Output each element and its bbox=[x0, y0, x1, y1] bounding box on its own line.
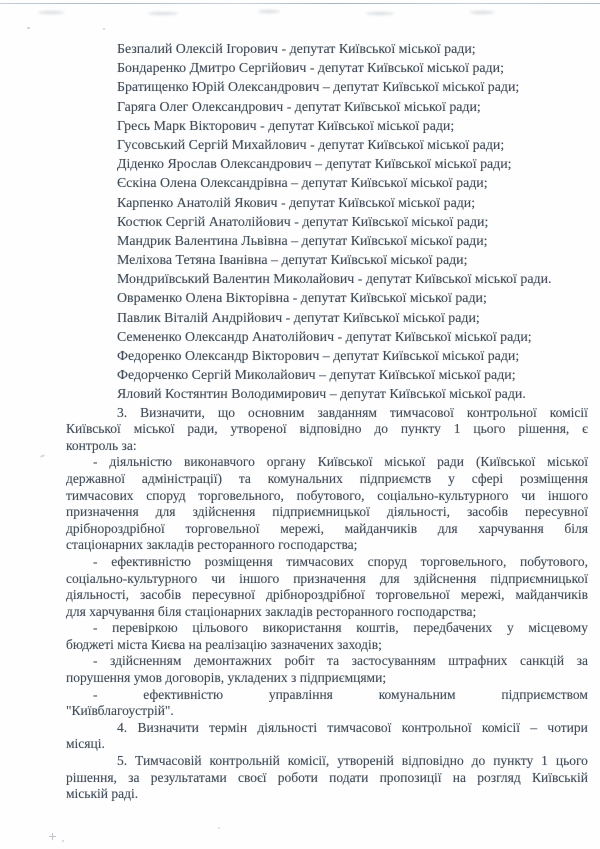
paragraph-line: 3. Визначити, що основним завданням тимчасової контрольної комісії bbox=[117, 404, 588, 420]
deputy-line: Гресь Марк Вікторович - депутат Київської міської ради; bbox=[117, 118, 455, 134]
paragraph bbox=[66, 405, 588, 455]
paragraph-line: Київської міської ради, утвореної відповідно до пункту 1 цього рішення, є bbox=[66, 421, 588, 437]
paragraph-line: для харчування біля стаціонарних закладів ресторанного господарства; bbox=[66, 603, 477, 619]
scan-speckle bbox=[103, 28, 105, 30]
deputy-line: Гусовський Сергій Михайлович - депутат Київської міської ради; bbox=[117, 137, 505, 153]
deputies-list bbox=[66, 40, 588, 405]
paragraph bbox=[66, 753, 588, 803]
deputy-line: Павлик Віталій Андрійович - депутат Київської міської ради; bbox=[117, 310, 480, 326]
scan-cross-mark bbox=[52, 833, 53, 840]
paragraph bbox=[66, 554, 588, 620]
paragraph-line: рішення, за результатами своєї роботи подати пропозиції на розгляд Київській bbox=[66, 769, 588, 785]
deputy-line: Яловий Костянтин Володимирович – депутат Київської міської ради. bbox=[117, 387, 526, 403]
paragraph bbox=[66, 720, 588, 753]
scan-edge-line bbox=[0, 3, 600, 4]
paragraph-line: державної адміністрації) та комунальних підприємств у сфері розміщення bbox=[66, 470, 588, 486]
scan-smudge bbox=[148, 12, 178, 15]
deputy-line: Костюк Сергій Анатолійович - депутат Київської міської ради; bbox=[117, 214, 489, 230]
deputy-line: Діденко Ярослав Олександрович – депутат Київської міської ради; bbox=[117, 157, 512, 173]
scan-speckle bbox=[40, 454, 45, 458]
paragraph-line: - здійсненням демонтажних робіт та застосуванням штрафних санкцій за bbox=[93, 653, 588, 669]
paragraph-line: міській раді. bbox=[66, 786, 139, 802]
paragraph-line: стаціонарних закладів ресторанного господарства; bbox=[66, 537, 358, 553]
scan-speckle bbox=[218, 827, 220, 829]
deputy-line: Єскіна Олена Олександрівна – депутат Київської міської ради; bbox=[117, 176, 488, 192]
deputy-line: Овраменко Олена Вікторівна - депутат Київської міської ради; bbox=[117, 291, 487, 307]
deputy-line: Карпенко Анатолій Якович - депутат Київської міської ради; bbox=[117, 195, 476, 211]
paragraph-line: призначення для здійснення підприємницької діяльності, засобів пересувної bbox=[66, 504, 588, 520]
paragraph bbox=[66, 620, 588, 653]
paragraph-line: - перевіркою цільового використання коштів, передбачених у місцевому bbox=[93, 620, 588, 636]
deputy-line: Братищенко Юрій Олександрович – депутат Київської міської ради; bbox=[117, 80, 520, 96]
paragraph-line: місяці. bbox=[66, 736, 105, 752]
paragraph bbox=[66, 687, 588, 720]
paragraph-line: 4. Визначити термін діяльності тимчасової контрольної комісії – чотири bbox=[117, 719, 588, 735]
paragraph-line: порушення умов договорів, укладених з підприємцями; bbox=[66, 670, 387, 686]
paragraph-line: 5. Тимчасовій контрольній комісії, утвореній відповідно до пункту 1 цього bbox=[117, 753, 588, 769]
scan-smudge bbox=[258, 10, 280, 13]
paragraph-line: тимчасових споруд торговельного, побутового, соціально-культурного чи іншого bbox=[66, 487, 588, 503]
paragraph-line: контроль за: bbox=[66, 437, 137, 453]
scan-speckle bbox=[62, 840, 64, 842]
resolution-paragraphs bbox=[66, 405, 588, 803]
paragraph bbox=[66, 454, 588, 554]
paragraph-line: - ефективністю управління комунальним підприємством bbox=[93, 686, 588, 702]
paragraph-line: діяльності, засобів пересувної дрібнороздрібної торговельної мережі, майданчиків bbox=[66, 587, 588, 603]
deputy-line: Гаряга Олег Олександрович - депутат Київської міської ради; bbox=[117, 99, 481, 115]
document-text bbox=[66, 40, 588, 803]
scan-smudge bbox=[470, 11, 494, 14]
paragraph-line: "Київблагоустрій". bbox=[66, 703, 174, 719]
deputy-line: Мандрик Валентина Львівна – депутат Київської міської ради; bbox=[117, 233, 488, 249]
paragraph bbox=[66, 653, 588, 686]
deputy-line: Безпалий Олексій Ігорович - депутат Київської міської ради; bbox=[117, 42, 476, 57]
deputy-line: Семененко Олександр Анатолійович - депутат Київської міської ради; bbox=[117, 329, 532, 345]
scan-speckle bbox=[27, 27, 30, 29]
scan-smudge bbox=[38, 11, 64, 14]
paragraph-line: соціально-культурного чи іншого призначення для здійснення підприємницької bbox=[66, 570, 588, 586]
paragraph-line: дрібнороздрібної торговельної мережі, майданчиків для харчування біля bbox=[66, 520, 588, 536]
deputy-line: Меліхова Тетяна Іванівна – депутат Київської міської ради; bbox=[117, 253, 468, 269]
paragraph-line: бюджеті міста Києва на реалізацію зазначених заходів; bbox=[66, 636, 382, 652]
scan-smudge bbox=[366, 12, 394, 15]
paragraph-line: - ефективністю розміщення тимчасових споруд торговельного, побутового, bbox=[93, 553, 588, 569]
deputy-line: Федорченко Сергій Миколайович – депутат Київської міської ради; bbox=[117, 368, 516, 384]
deputy-line: Федоренко Олександр Вікторович – депутат Київської міської ради; bbox=[117, 349, 520, 364]
paragraph-line: - діяльністю виконавчого органу Київської міської ради (Київської міської bbox=[93, 454, 588, 470]
deputy-line: Бондаренко Дмитро Сергійович - депутат Київської міської ради; bbox=[117, 61, 504, 77]
deputy-line: Мондриївський Валентин Миколайович - депутат Київської міської ради. bbox=[117, 272, 552, 288]
